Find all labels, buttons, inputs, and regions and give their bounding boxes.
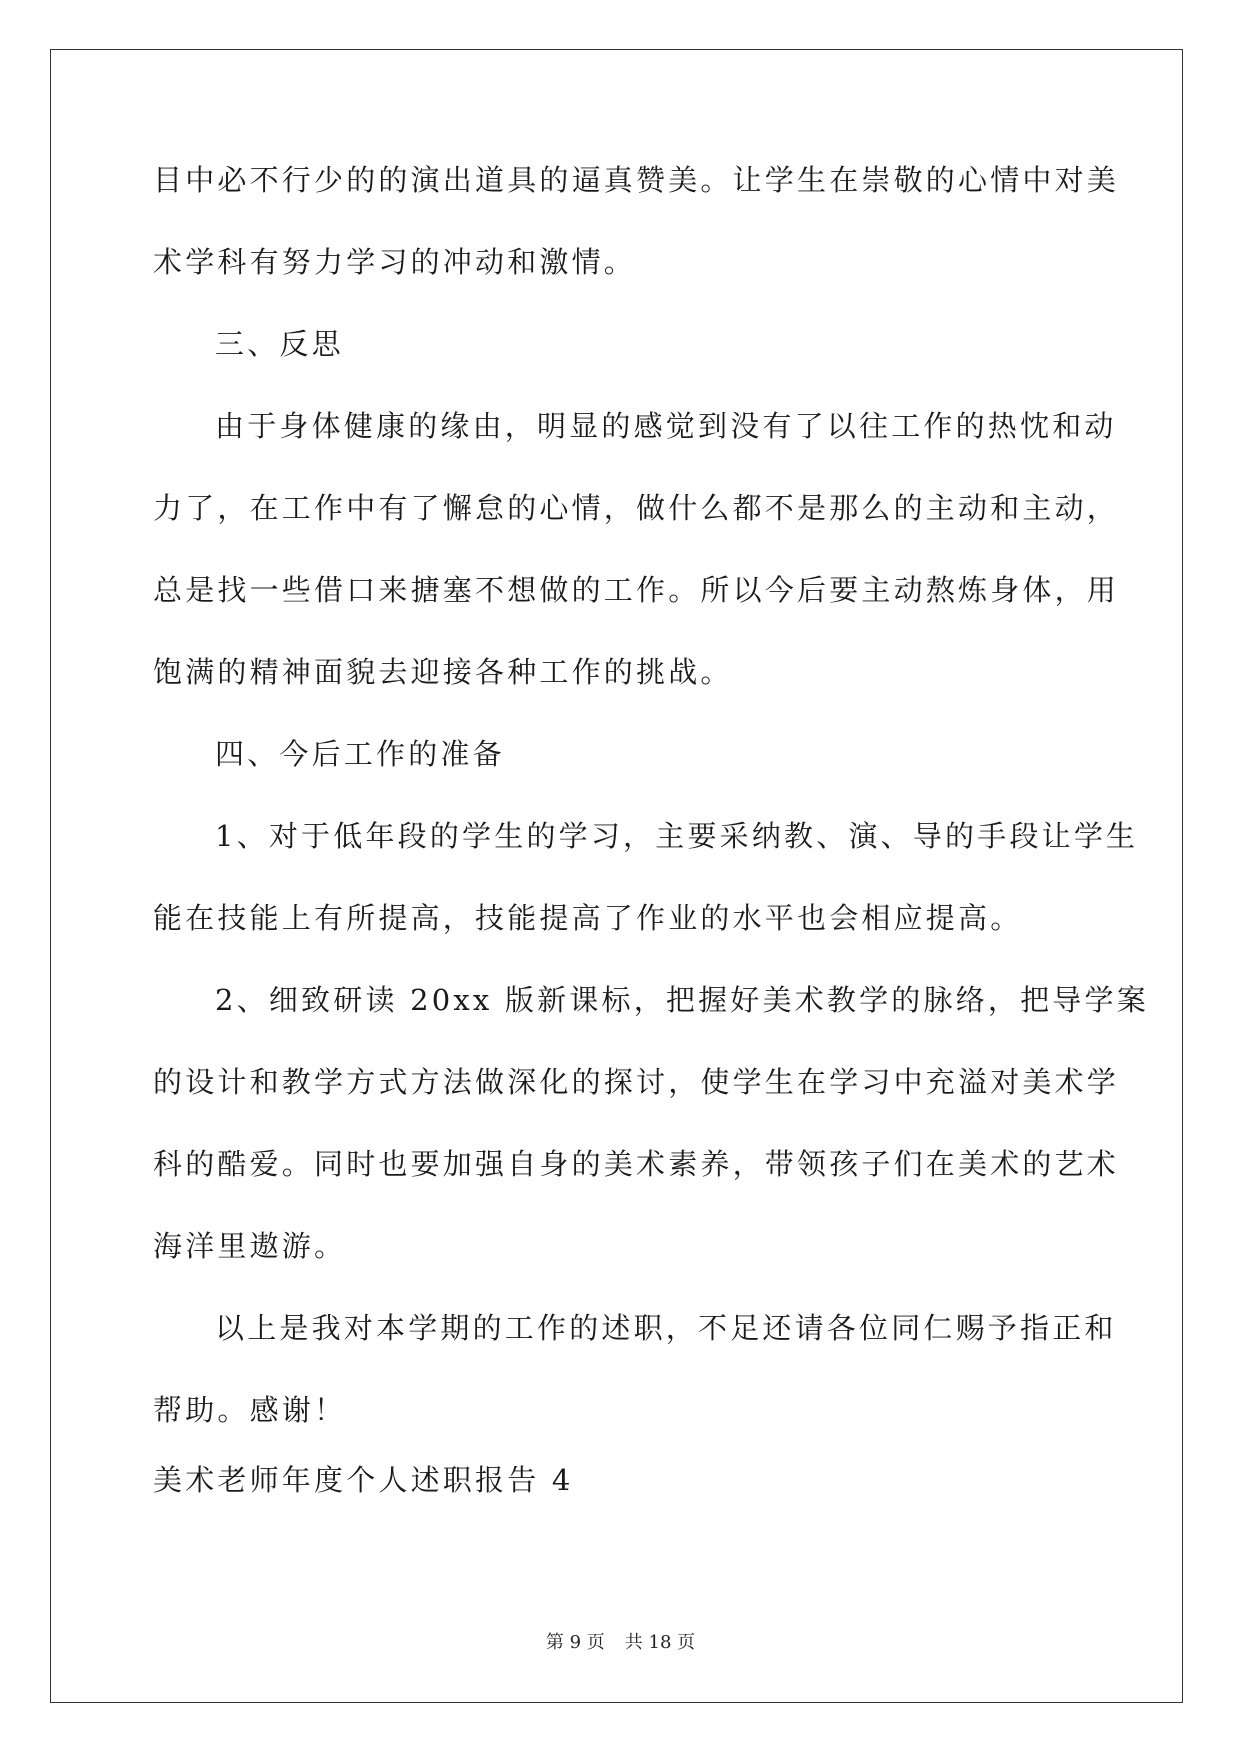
document-body	[153, 160, 1149, 1542]
paragraph-line: 由于身体健康的缘由，明显的感觉到没有了以往工作的热忱和动	[215, 409, 1117, 443]
paragraph-line: 帮助。感谢！	[153, 1393, 347, 1427]
paragraph-line: 总是找一些借口来搪塞不想做的工作。所以今后要主动熬炼身体，用	[153, 573, 1120, 607]
paragraph-line: 饱满的精神面貌去迎接各种工作的挑战。	[153, 655, 733, 689]
paragraph-line: 科的酷爱。同时也要加强自身的美术素养，带领孩子们在美术的艺术	[153, 1147, 1120, 1181]
section-heading-future-work: 四、今后工作的准备	[215, 737, 505, 771]
closing-paragraph: 以上是我对本学期的工作的述职，不足还请各位同仁赐予指正和	[215, 1311, 1117, 1345]
page-total: 共 18 页	[624, 1632, 696, 1653]
section-title: 美术老师年度个人述职报告 4	[153, 1463, 574, 1497]
paragraph-line: 的设计和教学方式方法做深化的探讨，使学生在学习中充溢对美术学	[153, 1065, 1120, 1099]
paragraph-line: 目中必不行少的的演出道具的逼真赞美。让学生在崇敬的心情中对美	[153, 163, 1120, 197]
list-item-1: 1、对于低年段的学生的学习，主要采纳教、演、导的手段让学生	[215, 819, 1139, 853]
paragraph-line: 术学科有努力学习的冲动和激情。	[153, 245, 637, 279]
page-number: 第 9 页	[545, 1632, 605, 1653]
paragraph-line: 能在技能上有所提高，技能提高了作业的水平也会相应提高。	[153, 901, 1023, 935]
list-item-2: 2、细致研读 20xx 版新课标，把握好美术教学的脉络，把导学案	[215, 983, 1149, 1017]
paragraph-line: 海洋里遨游。	[153, 1229, 347, 1263]
section-heading-reflection: 三、反思	[215, 327, 344, 361]
paragraph-line: 力了，在工作中有了懈怠的心情，做什么都不是那么的主动和主动，	[153, 491, 1120, 525]
page-footer	[0, 1628, 1241, 1654]
